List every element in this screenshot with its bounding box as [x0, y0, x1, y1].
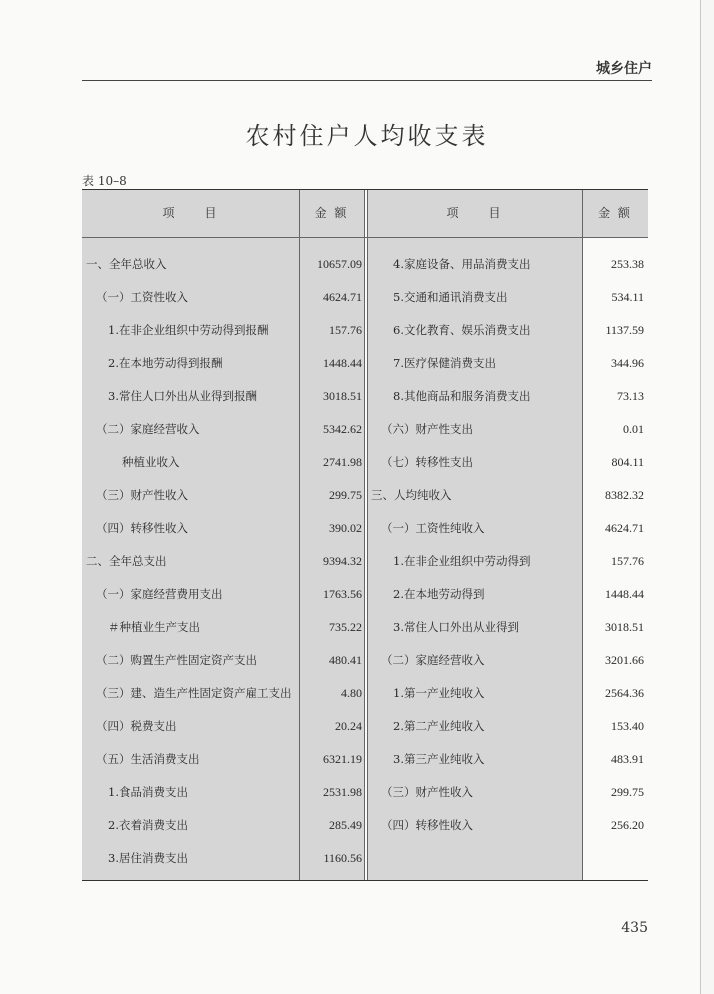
header-rule — [82, 80, 652, 81]
row-value: 6321.19 — [323, 752, 362, 766]
row-label: 3.第三产业纯收入 — [393, 752, 485, 766]
row-value: 1448.44 — [323, 356, 362, 370]
row-label: （一）工资性收入 — [96, 290, 188, 304]
row-value: 344.96 — [611, 356, 644, 370]
left-item-header: 项 目 — [162, 206, 219, 220]
row-label: 一、全年总收入 — [86, 257, 167, 271]
row-label: （二）家庭经营收入 — [96, 422, 200, 436]
row-label: （三）财产性收入 — [381, 785, 473, 799]
row-value: 299.75 — [611, 785, 644, 799]
section-header: 城乡住户 — [596, 61, 652, 77]
page-number: 435 — [621, 920, 648, 936]
row-value: 3018.51 — [605, 620, 644, 634]
row-value: 1448.44 — [605, 587, 644, 601]
row-label: （四）转移性收入 — [381, 818, 473, 832]
row-label: （一）家庭经营费用支出 — [96, 587, 223, 601]
row-value: 4624.71 — [605, 521, 644, 535]
row-value: 2564.36 — [605, 686, 644, 700]
row-value: 253.38 — [611, 257, 644, 271]
row-value: 2531.98 — [323, 785, 362, 799]
right-item-header: 项 目 — [446, 206, 503, 220]
row-value: 9394.32 — [323, 554, 362, 568]
row-label: 1.食品消费支出 — [108, 785, 188, 799]
header-divider — [82, 237, 648, 238]
row-value: 8382.32 — [605, 488, 644, 502]
row-label: （二）购置生产性固定资产支出 — [96, 653, 257, 667]
row-value: 4.80 — [341, 686, 362, 700]
row-label: 2.在本地劳动得到报酬 — [108, 356, 223, 370]
income-expenditure-table — [82, 189, 648, 881]
row-label: 8.其他商品和服务消费支出 — [393, 389, 531, 403]
row-value: 534.11 — [611, 290, 644, 304]
row-label: （五）生活消费支出 — [96, 752, 200, 766]
row-value: 2741.98 — [323, 455, 362, 469]
row-value: 735.22 — [329, 620, 362, 634]
row-value: 299.75 — [329, 488, 362, 502]
row-label: 6.文化教育、娱乐消费支出 — [393, 323, 531, 337]
row-value: 73.13 — [617, 389, 644, 403]
row-value: 4624.71 — [323, 290, 362, 304]
row-label: （六）财产性支出 — [381, 422, 473, 436]
row-value: 1160.56 — [323, 851, 362, 865]
row-label: 1.在非企业组织中劳动得到报酬 — [108, 323, 269, 337]
row-label: 1.第一产业纯收入 — [393, 686, 485, 700]
row-label: 4.家庭设备、用品消费支出 — [393, 257, 531, 271]
row-value: 804.11 — [611, 455, 644, 469]
row-label: 2.第二产业纯收入 — [393, 719, 485, 733]
row-value: 3201.66 — [605, 653, 644, 667]
row-label: 二、全年总支出 — [86, 554, 167, 568]
row-value: 1137.59 — [605, 323, 644, 337]
row-value: 153.40 — [611, 719, 644, 733]
row-label: 种植业收入 — [122, 455, 180, 469]
left-amount-header: 金 额 — [314, 206, 349, 220]
row-value: 5342.62 — [323, 422, 362, 436]
row-value: 20.24 — [335, 719, 362, 733]
row-label: （二）家庭经营收入 — [381, 653, 485, 667]
row-label: （三）财产性收入 — [96, 488, 188, 502]
row-value: 390.02 — [329, 521, 362, 535]
row-label: 3.居住消费支出 — [108, 851, 188, 865]
row-value: 1763.56 — [323, 587, 362, 601]
row-label: 三、人均纯收入 — [371, 488, 452, 502]
row-value: 0.01 — [623, 422, 644, 436]
right-amount-header: 金 额 — [598, 206, 632, 220]
row-value: 480.41 — [329, 653, 362, 667]
table-label: 表 10–8 — [82, 174, 127, 188]
column-divider — [367, 190, 368, 880]
row-label: （一）工资性纯收入 — [381, 521, 485, 535]
row-label: 1.在非企业组织中劳动得到 — [393, 554, 531, 568]
column-divider — [364, 190, 365, 880]
row-value: 256.20 — [611, 818, 644, 832]
row-label: 3.常住人口外出从业得到 — [393, 620, 519, 634]
row-value: 483.91 — [611, 752, 644, 766]
row-label: （四）转移性收入 — [96, 521, 188, 535]
row-value: 10657.09 — [317, 257, 362, 271]
row-value: 3018.51 — [323, 389, 362, 403]
page-title: 农村住户人均收支表 — [245, 122, 489, 150]
row-label: （七）转移性支出 — [381, 455, 473, 469]
row-label: 2.衣着消费支出 — [108, 818, 188, 832]
row-label: 5.交通和通讯消费支出 — [393, 290, 508, 304]
row-label: 7.医疗保健消费支出 — [393, 356, 496, 370]
row-label: （三）建、造生产性固定资产雇工支出 — [96, 686, 292, 700]
row-label: 3.常住人口外出从业得到报酬 — [108, 389, 257, 403]
row-value: 157.76 — [611, 554, 644, 568]
row-label: （四）税费支出 — [96, 719, 177, 733]
row-label: ＃种植业生产支出 — [108, 620, 200, 634]
row-value: 157.76 — [329, 323, 362, 337]
row-label: 2.在本地劳动得到 — [393, 587, 485, 601]
row-value: 285.49 — [329, 818, 362, 832]
